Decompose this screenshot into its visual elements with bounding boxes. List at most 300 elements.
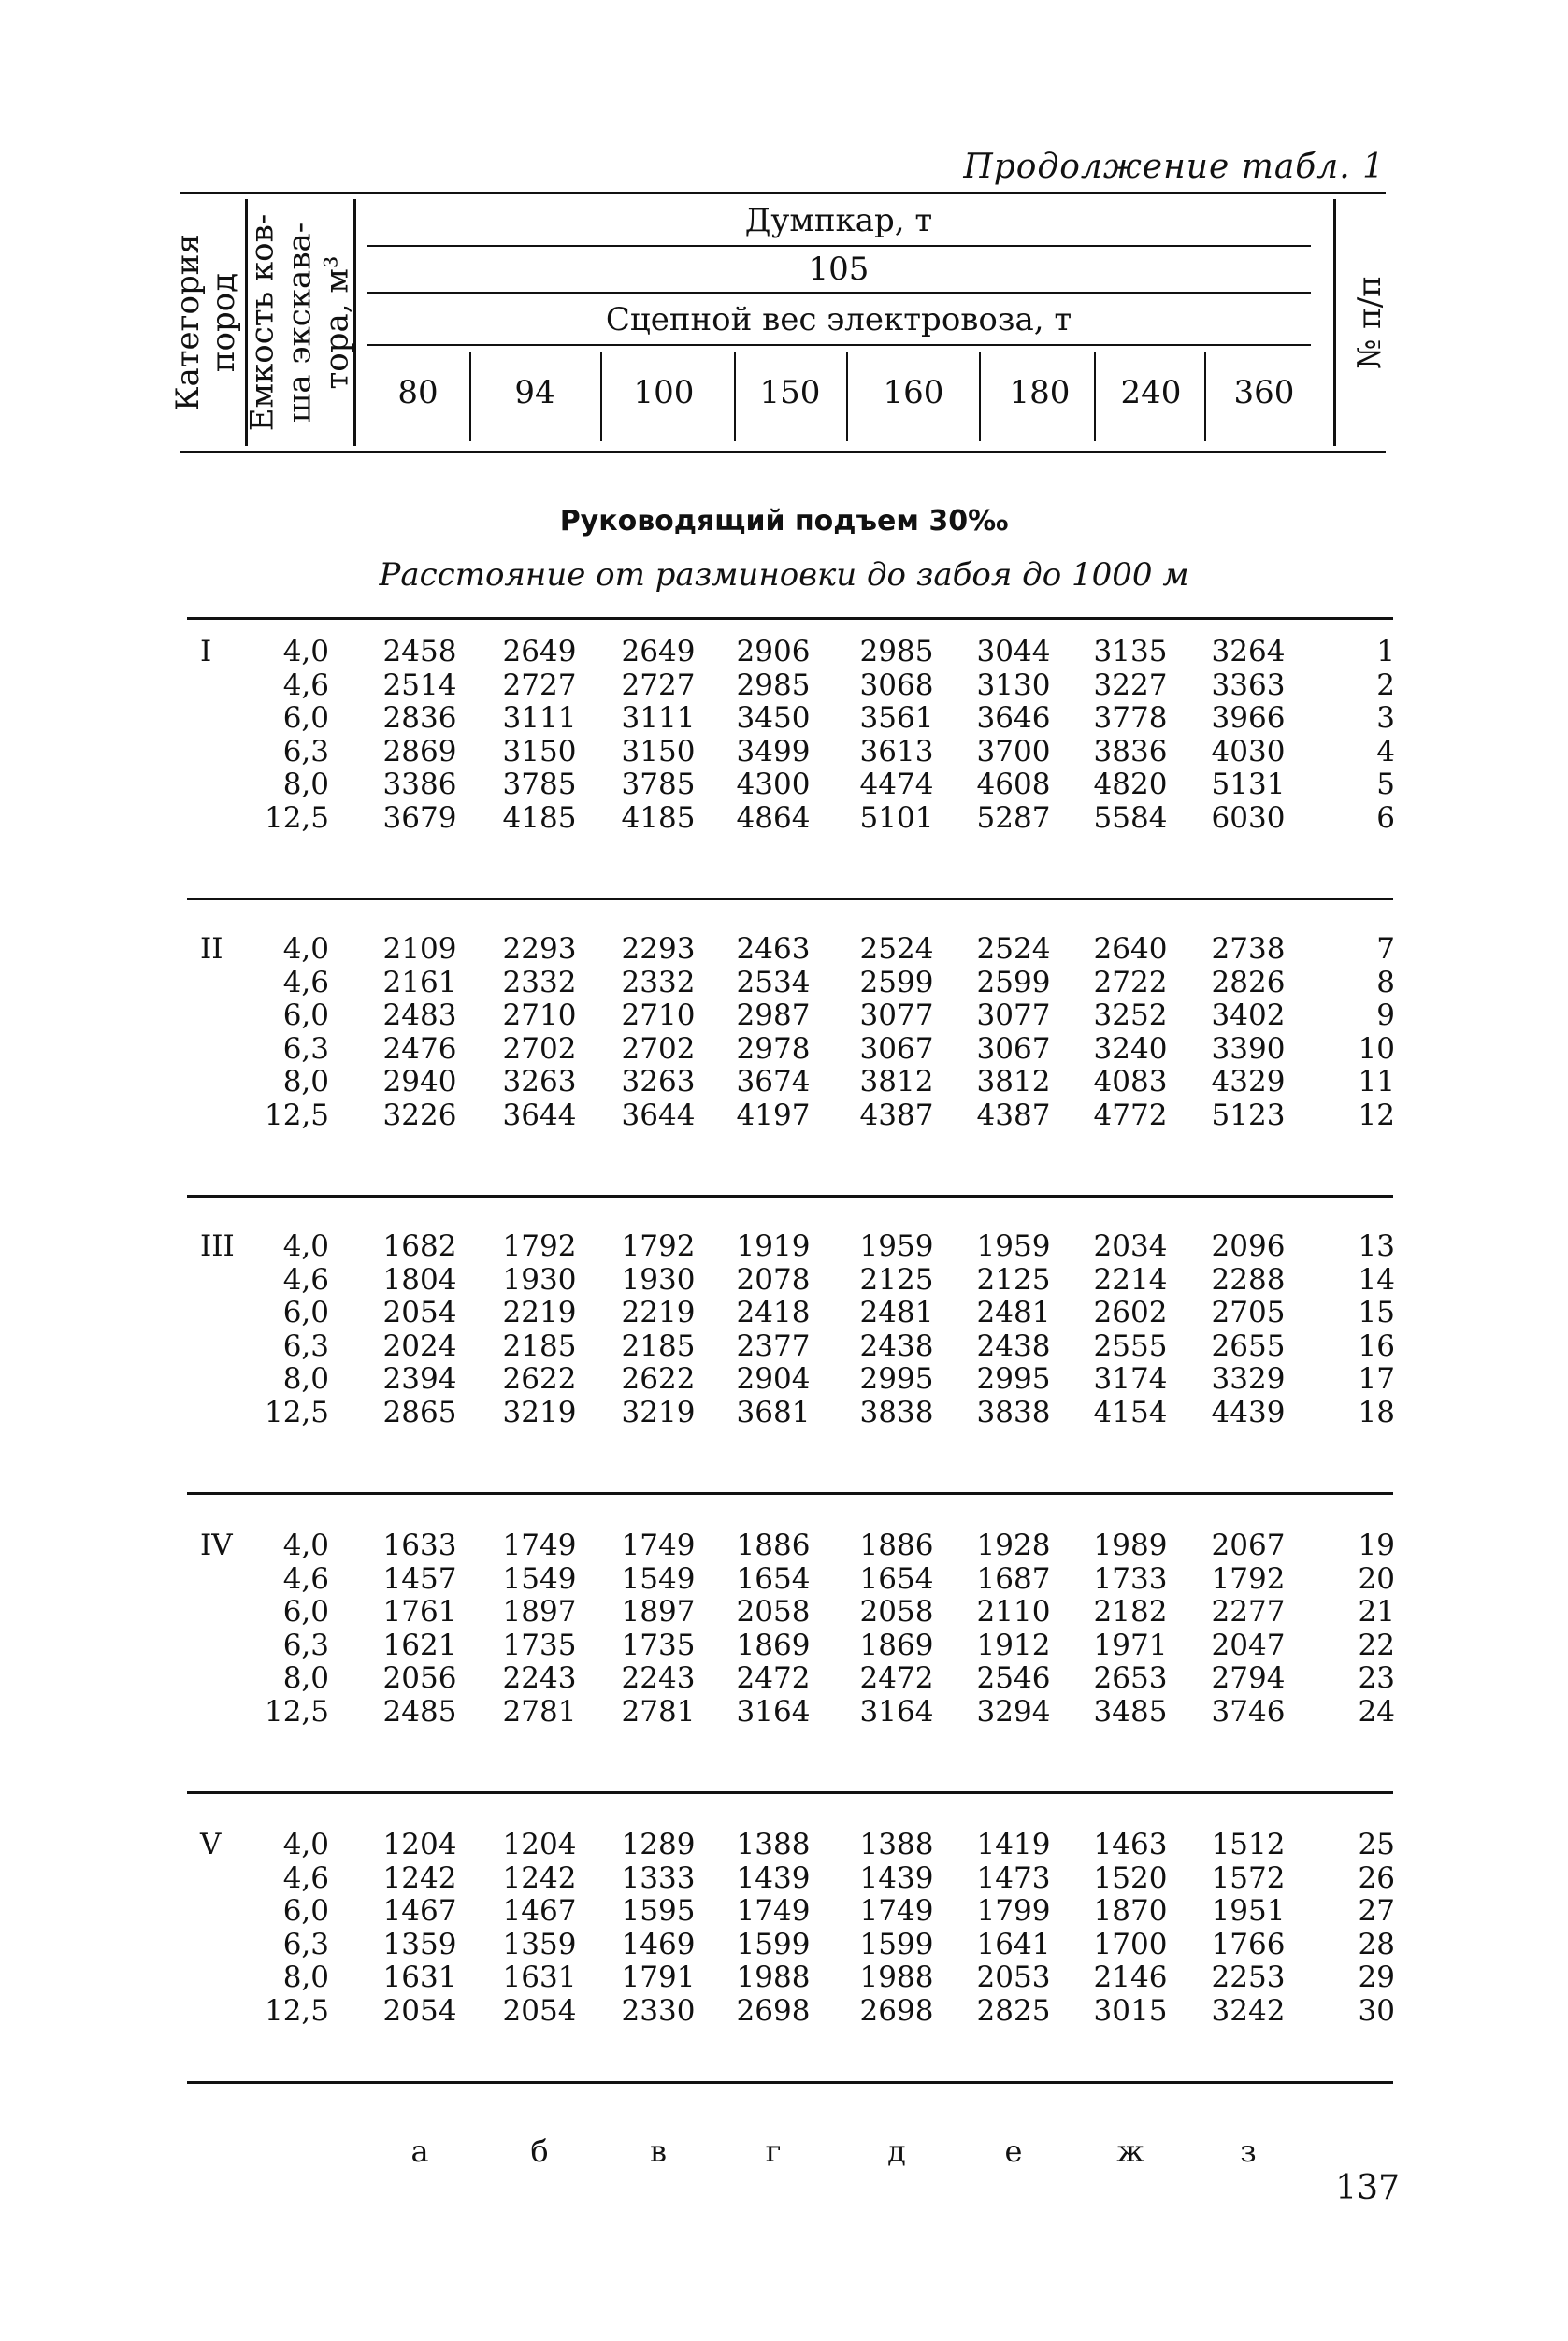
value-cell: 1473 [976, 1860, 1051, 1895]
table-row [180, 933, 1395, 967]
value-cell: 2906 [736, 635, 811, 668]
header-weight-160: 160 [883, 374, 944, 411]
value-cell: 1439 [859, 1860, 934, 1895]
rock-category: III [200, 1229, 235, 1263]
value-cell: 1419 [976, 1828, 1051, 1861]
value-cell: 1928 [976, 1529, 1051, 1562]
value-cell: 1792 [502, 1229, 577, 1263]
value-cell: 3838 [976, 1395, 1051, 1429]
column-letter: ж [1116, 2133, 1144, 2169]
bucket-capacity: 6,3 [282, 1031, 329, 1066]
value-cell: 2985 [736, 668, 811, 702]
value-cell: 2524 [976, 932, 1051, 966]
value-cell: 1912 [976, 1628, 1051, 1662]
value-cell: 1654 [736, 1561, 811, 1596]
table-row [180, 1066, 1395, 1099]
value-cell: 1700 [1093, 1927, 1168, 1961]
value-cell: 2826 [1211, 965, 1286, 999]
value-cell: 2377 [736, 1328, 811, 1363]
value-cell: 1869 [736, 1628, 811, 1662]
row-number: 5 [1376, 768, 1395, 802]
value-cell: 3150 [502, 734, 577, 768]
category-group [180, 1530, 1395, 1730]
table-row [180, 1363, 1395, 1397]
header-capacity-line-3: тора, м³ [318, 255, 356, 390]
value-cell: 2705 [1211, 1296, 1286, 1330]
table-row [180, 1033, 1395, 1067]
value-cell: 2781 [502, 1694, 577, 1729]
value-cell: 4474 [859, 768, 934, 802]
value-cell: 1799 [976, 1894, 1051, 1929]
value-cell: 1469 [621, 1927, 696, 1961]
value-cell: 2865 [382, 1395, 457, 1429]
header-rule-value [367, 292, 1311, 294]
value-cell: 2987 [736, 998, 811, 1033]
bucket-capacity: 6,3 [282, 1628, 329, 1662]
value-cell: 1930 [502, 1262, 577, 1297]
value-cell: 4329 [1211, 1065, 1286, 1099]
row-number: 14 [1358, 1262, 1395, 1297]
value-cell: 1735 [621, 1628, 696, 1662]
value-cell: 3135 [1093, 635, 1168, 668]
value-cell: 2481 [976, 1296, 1051, 1330]
value-cell: 1631 [502, 1960, 577, 1995]
value-cell: 5101 [859, 800, 934, 835]
value-cell: 1989 [1093, 1529, 1168, 1562]
category-group [180, 636, 1395, 836]
value-cell: 1467 [502, 1894, 577, 1929]
value-cell: 2067 [1211, 1529, 1286, 1562]
value-cell: 3219 [502, 1395, 577, 1429]
value-cell: 1792 [621, 1229, 696, 1263]
value-cell: 2058 [736, 1595, 811, 1630]
value-cell: 2185 [621, 1328, 696, 1363]
row-number: 19 [1358, 1529, 1395, 1562]
row-number: 6 [1376, 800, 1395, 835]
value-cell: 2727 [621, 668, 696, 702]
value-cell: 1388 [736, 1828, 811, 1861]
row-number: 28 [1358, 1927, 1395, 1961]
value-cell: 3700 [976, 734, 1051, 768]
value-cell: 1886 [736, 1529, 811, 1562]
table-row [180, 636, 1395, 669]
table-row [180, 1397, 1395, 1430]
bucket-capacity: 12,5 [264, 800, 329, 835]
value-cell: 1870 [1093, 1894, 1168, 1929]
table-row [180, 802, 1395, 836]
header-dumpcar-value: 105 [808, 251, 870, 288]
value-cell: 3812 [976, 1065, 1051, 1099]
row-number: 13 [1358, 1229, 1395, 1263]
rock-category: V [200, 1828, 222, 1861]
value-cell: 3077 [859, 998, 934, 1033]
header-bottom-rule [180, 451, 1386, 453]
header-weight-360: 360 [1233, 374, 1295, 411]
value-cell: 2472 [859, 1661, 934, 1696]
header-weight-80: 80 [397, 374, 439, 411]
value-cell: 1919 [736, 1229, 811, 1263]
value-cell: 1242 [382, 1860, 457, 1895]
weight-divider [734, 352, 736, 441]
table-row [180, 1630, 1395, 1663]
value-cell: 3263 [621, 1065, 696, 1099]
bucket-capacity: 4,6 [282, 1860, 329, 1895]
value-cell: 2219 [621, 1296, 696, 1330]
bucket-capacity: 4,0 [282, 1229, 329, 1263]
table-continuation-label: Продолжение табл. 1 [963, 148, 1385, 186]
group-separator [187, 1492, 1393, 1495]
value-cell: 3164 [859, 1694, 934, 1729]
bucket-capacity: 6,3 [282, 1328, 329, 1363]
row-number: 11 [1358, 1065, 1395, 1099]
value-cell: 3015 [1093, 1993, 1168, 2028]
value-cell: 1791 [621, 1960, 696, 1995]
value-cell: 3264 [1211, 635, 1286, 668]
header-capacity [243, 199, 356, 446]
value-cell: 1792 [1211, 1561, 1286, 1596]
value-cell: 1549 [502, 1561, 577, 1596]
row-number: 3 [1376, 701, 1395, 736]
value-cell: 2277 [1211, 1595, 1286, 1630]
weight-divider [1094, 352, 1096, 441]
bucket-capacity: 4,0 [282, 1529, 329, 1562]
value-cell: 1359 [502, 1927, 577, 1961]
value-cell: 1242 [502, 1860, 577, 1895]
value-cell: 3263 [502, 1065, 577, 1099]
value-cell: 1633 [382, 1529, 457, 1562]
rock-category: II [200, 932, 223, 966]
value-cell: 4185 [502, 800, 577, 835]
row-number: 24 [1358, 1694, 1395, 1729]
value-cell: 2024 [382, 1328, 457, 1363]
value-cell: 2655 [1211, 1328, 1286, 1363]
row-number: 23 [1358, 1661, 1395, 1696]
value-cell: 1599 [859, 1927, 934, 1961]
value-cell: 1735 [502, 1628, 577, 1662]
bucket-capacity: 6,0 [282, 1296, 329, 1330]
table-row [180, 702, 1395, 736]
value-cell: 1988 [859, 1960, 934, 1995]
header-divider-rowno [1333, 199, 1336, 446]
value-cell: 2995 [976, 1362, 1051, 1397]
row-number: 22 [1358, 1628, 1395, 1662]
category-group [180, 933, 1395, 1133]
value-cell: 2054 [382, 1993, 457, 2028]
table-row [180, 1895, 1395, 1929]
row-number: 25 [1358, 1828, 1395, 1861]
value-cell: 1463 [1093, 1828, 1168, 1861]
bucket-capacity: 6,3 [282, 1927, 329, 1961]
table-row [180, 1662, 1395, 1696]
table-row [180, 1099, 1395, 1133]
table-row [180, 1829, 1395, 1862]
value-cell: 4864 [736, 800, 811, 835]
weight-divider [846, 352, 848, 441]
value-cell: 3386 [382, 768, 457, 802]
value-cell: 2332 [621, 965, 696, 999]
section-subtitle: Расстояние от разминовки до забоя до 1000 м [379, 556, 1189, 594]
value-cell: 2330 [621, 1993, 696, 2028]
bucket-capacity: 4,0 [282, 932, 329, 966]
value-cell: 2293 [621, 932, 696, 966]
header-dumpcar: Думпкар, т [744, 202, 933, 239]
value-cell: 2293 [502, 932, 577, 966]
bucket-capacity: 4,6 [282, 1262, 329, 1297]
value-cell: 3226 [382, 1098, 457, 1132]
value-cell: 2738 [1211, 932, 1286, 966]
row-number: 29 [1358, 1960, 1395, 1995]
bucket-capacity: 12,5 [264, 1993, 329, 2028]
value-cell: 3219 [621, 1395, 696, 1429]
value-cell: 3077 [976, 998, 1051, 1033]
column-letters [180, 2133, 1395, 2171]
row-number: 21 [1358, 1595, 1395, 1630]
value-cell: 4608 [976, 768, 1051, 802]
section-title: Руководящий подъем 30‰ [559, 505, 1009, 538]
value-cell: 2418 [736, 1296, 811, 1330]
value-cell: 3164 [736, 1694, 811, 1729]
header-capacity-line-2: ша экскава- [281, 222, 319, 424]
value-cell: 2869 [382, 734, 457, 768]
value-cell: 3390 [1211, 1031, 1286, 1066]
group-separator [187, 2081, 1393, 2084]
table-row [180, 1596, 1395, 1630]
value-cell: 2710 [502, 998, 577, 1033]
value-cell: 2602 [1093, 1296, 1168, 1330]
value-cell: 4387 [976, 1098, 1051, 1132]
row-number: 27 [1358, 1894, 1395, 1929]
value-cell: 1687 [976, 1561, 1051, 1596]
value-cell: 2472 [736, 1661, 811, 1696]
table-row [180, 1330, 1395, 1364]
value-cell: 3485 [1093, 1694, 1168, 1729]
value-cell: 3329 [1211, 1362, 1286, 1397]
value-cell: 2058 [859, 1595, 934, 1630]
value-cell: 2109 [382, 932, 457, 966]
table-row [180, 1297, 1395, 1330]
table-row [180, 669, 1395, 703]
bucket-capacity: 12,5 [264, 1395, 329, 1429]
bucket-capacity: 8,0 [282, 1960, 329, 1995]
value-cell: 1599 [736, 1927, 811, 1961]
table-row [180, 1696, 1395, 1730]
column-letter: б [530, 2133, 549, 2169]
weight-divider [979, 352, 981, 441]
value-cell: 4030 [1211, 734, 1286, 768]
value-cell: 2836 [382, 701, 457, 736]
row-number: 15 [1358, 1296, 1395, 1330]
value-cell: 3644 [621, 1098, 696, 1132]
value-cell: 1749 [502, 1529, 577, 1562]
page-number: 137 [1335, 2169, 1400, 2207]
value-cell: 2096 [1211, 1229, 1286, 1263]
value-cell: 3294 [976, 1694, 1051, 1729]
value-cell: 1897 [502, 1595, 577, 1630]
row-number: 18 [1358, 1395, 1395, 1429]
value-cell: 2146 [1093, 1960, 1168, 1995]
value-cell: 1388 [859, 1828, 934, 1861]
bucket-capacity: 12,5 [264, 1694, 329, 1729]
value-cell: 2125 [976, 1262, 1051, 1297]
column-letter: а [410, 2133, 429, 2169]
value-cell: 2047 [1211, 1628, 1286, 1662]
value-cell: 2985 [859, 635, 934, 668]
table-row [180, 1530, 1395, 1563]
value-cell: 1886 [859, 1529, 934, 1562]
column-letter: г [765, 2133, 782, 2169]
row-number: 16 [1358, 1328, 1395, 1363]
category-group [180, 1829, 1395, 2029]
value-cell: 3746 [1211, 1694, 1286, 1729]
table-row [180, 1264, 1395, 1298]
value-cell: 3785 [502, 768, 577, 802]
header-rule-dumpcar [367, 245, 1311, 247]
column-letter: е [1004, 2133, 1023, 2169]
table-row [180, 999, 1395, 1033]
value-cell: 3252 [1093, 998, 1168, 1033]
value-cell: 3644 [502, 1098, 577, 1132]
value-cell: 2640 [1093, 932, 1168, 966]
value-cell: 1467 [382, 1894, 457, 1929]
value-cell: 1595 [621, 1894, 696, 1929]
value-cell: 2053 [976, 1960, 1051, 1995]
row-number: 2 [1376, 668, 1395, 702]
bucket-capacity: 4,0 [282, 1828, 329, 1861]
value-cell: 2978 [736, 1031, 811, 1066]
bucket-capacity: 6,3 [282, 734, 329, 768]
column-letter: д [887, 2133, 906, 2169]
header-weight-150: 150 [759, 374, 821, 411]
value-cell: 2185 [502, 1328, 577, 1363]
row-number: 4 [1376, 734, 1395, 768]
row-number: 1 [1376, 635, 1395, 668]
value-cell: 1457 [382, 1561, 457, 1596]
value-cell: 1682 [382, 1229, 457, 1263]
value-cell: 3812 [859, 1065, 934, 1099]
value-cell: 2485 [382, 1694, 457, 1729]
value-cell: 4820 [1093, 768, 1168, 802]
value-cell: 3402 [1211, 998, 1286, 1033]
value-cell: 2125 [859, 1262, 934, 1297]
value-cell: 2546 [976, 1661, 1051, 1696]
value-cell: 2649 [621, 635, 696, 668]
table-row [180, 1929, 1395, 1962]
value-cell: 1761 [382, 1595, 457, 1630]
value-cell: 2110 [976, 1595, 1051, 1630]
value-cell: 1959 [859, 1229, 934, 1263]
value-cell: 1512 [1211, 1828, 1286, 1861]
value-cell: 3450 [736, 701, 811, 736]
weight-divider [1204, 352, 1206, 441]
value-cell: 1749 [621, 1529, 696, 1562]
row-number: 8 [1376, 965, 1395, 999]
value-cell: 5584 [1093, 800, 1168, 835]
value-cell: 2781 [621, 1694, 696, 1729]
header-row-number: № п/п [1351, 276, 1389, 369]
value-cell: 2481 [859, 1296, 934, 1330]
bucket-capacity: 12,5 [264, 1098, 329, 1132]
header-capacity-line-1: Емкость ков- [243, 213, 281, 432]
value-cell: 1766 [1211, 1927, 1286, 1961]
value-cell: 2514 [382, 668, 457, 702]
value-cell: 3613 [859, 734, 934, 768]
value-cell: 2056 [382, 1661, 457, 1696]
value-cell: 3499 [736, 734, 811, 768]
value-cell: 2243 [502, 1661, 577, 1696]
row-number: 30 [1358, 1993, 1395, 2028]
value-cell: 2161 [382, 965, 457, 999]
value-cell: 1439 [736, 1860, 811, 1895]
row-number: 26 [1358, 1860, 1395, 1895]
row-number: 12 [1358, 1098, 1395, 1132]
value-cell: 1289 [621, 1828, 696, 1861]
value-cell: 3227 [1093, 668, 1168, 702]
value-cell: 4197 [736, 1098, 811, 1132]
value-cell: 2794 [1211, 1661, 1286, 1696]
value-cell: 5123 [1211, 1098, 1286, 1132]
value-cell: 2253 [1211, 1960, 1286, 1995]
value-cell: 2825 [976, 1993, 1051, 2028]
bucket-capacity: 8,0 [282, 1362, 329, 1397]
table-row [180, 1995, 1395, 2029]
value-cell: 4439 [1211, 1395, 1286, 1429]
value-cell: 2182 [1093, 1595, 1168, 1630]
table-row [180, 1862, 1395, 1896]
value-cell: 2524 [859, 932, 934, 966]
value-cell: 2940 [382, 1065, 457, 1099]
value-cell: 2698 [859, 1993, 934, 2028]
column-letter: в [649, 2133, 667, 2169]
bucket-capacity: 4,6 [282, 1561, 329, 1596]
weight-divider [600, 352, 602, 441]
bucket-capacity: 6,0 [282, 701, 329, 736]
value-cell: 3067 [976, 1031, 1051, 1066]
value-cell: 3111 [502, 701, 577, 736]
value-cell: 1204 [382, 1828, 457, 1861]
value-cell: 3778 [1093, 701, 1168, 736]
value-cell: 4772 [1093, 1098, 1168, 1132]
value-cell: 1204 [502, 1828, 577, 1861]
value-cell: 3836 [1093, 734, 1168, 768]
value-cell: 3240 [1093, 1031, 1168, 1066]
value-cell: 1641 [976, 1927, 1051, 1961]
header-weight-240: 240 [1120, 374, 1182, 411]
column-letter: з [1240, 2133, 1257, 2169]
value-cell: 1621 [382, 1628, 457, 1662]
group-separator [187, 898, 1393, 900]
value-cell: 1631 [382, 1960, 457, 1995]
value-cell: 3150 [621, 734, 696, 768]
header-category: Категория пород [169, 234, 242, 411]
value-cell: 4185 [621, 800, 696, 835]
header-weight-94: 94 [514, 374, 555, 411]
value-cell: 2438 [859, 1328, 934, 1363]
value-cell: 4387 [859, 1098, 934, 1132]
group-separator [187, 1791, 1393, 1794]
weight-divider [469, 352, 471, 441]
value-cell: 2054 [502, 1993, 577, 2028]
value-cell: 3242 [1211, 1993, 1286, 2028]
value-cell: 3838 [859, 1395, 934, 1429]
value-cell: 2722 [1093, 965, 1168, 999]
value-cell: 2653 [1093, 1661, 1168, 1696]
value-cell: 1333 [621, 1860, 696, 1895]
value-cell: 3130 [976, 668, 1051, 702]
header-rule-weight [367, 344, 1311, 346]
value-cell: 2463 [736, 932, 811, 966]
value-cell: 2698 [736, 1993, 811, 2028]
value-cell: 2599 [859, 965, 934, 999]
